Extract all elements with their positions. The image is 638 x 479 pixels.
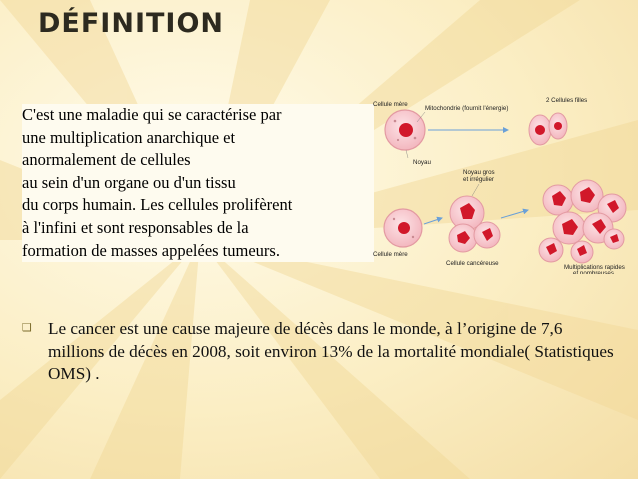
- cell-division-diagram: [368, 88, 630, 274]
- label-mitochondria: Mitochondrie (fournit l'énergie): [425, 105, 509, 112]
- bottom-mother-cell: [384, 209, 422, 247]
- paragraph-line: formation de masses appelées tumeurs.: [22, 240, 280, 260]
- paragraph-line: au sein d'un organe ou d'un tissu: [22, 172, 236, 192]
- label-numerous: et nombreuses: [573, 270, 614, 274]
- definition-paragraph: [22, 104, 374, 262]
- paragraph-line: anormalement de cellules: [22, 150, 191, 170]
- paragraph-line: du corps humain. Les cellules prolifèrent: [22, 195, 293, 215]
- cancer-cell-cluster: [449, 196, 500, 252]
- label-nucleus: Noyau: [413, 159, 431, 166]
- label-irregular: et irrégulier: [463, 176, 494, 183]
- label-big-nucleus: Noyau gros: [463, 169, 495, 176]
- cancer-arrow-2: [501, 210, 528, 218]
- label-daughter-cells: 2 Cellules filles: [546, 97, 588, 104]
- label-cancer-cell: Cellule cancéreuse: [446, 260, 499, 267]
- paragraph-line: à l'infini et sont responsables de la: [22, 217, 249, 237]
- paragraph-line: une multiplication anarchique et: [22, 127, 236, 147]
- label-rapid-multiplication: Multiplications rapides: [564, 264, 625, 271]
- rapid-multiplication-cluster: [539, 180, 626, 263]
- normal-mother-cell: [385, 110, 425, 150]
- square-bullet-icon: ❑: [22, 321, 32, 334]
- bullet-text: Le cancer est une cause majeure de décès dans le monde, à l’origine de 7,6 millions de décès en 2008, soit environ 13% de la mortalité mondiale( Statistiques OMS) .: [48, 319, 614, 383]
- paragraph-line: C'est une maladie qui se caractérise par: [22, 105, 282, 124]
- cancer-arrow-1: [424, 218, 442, 224]
- daughter-cells: [529, 113, 567, 145]
- slide-title: DÉFINITION: [38, 8, 225, 39]
- label-mother-cell: Cellule mère: [373, 101, 408, 108]
- label-mother-cell-bottom: Cellule mère: [373, 251, 408, 258]
